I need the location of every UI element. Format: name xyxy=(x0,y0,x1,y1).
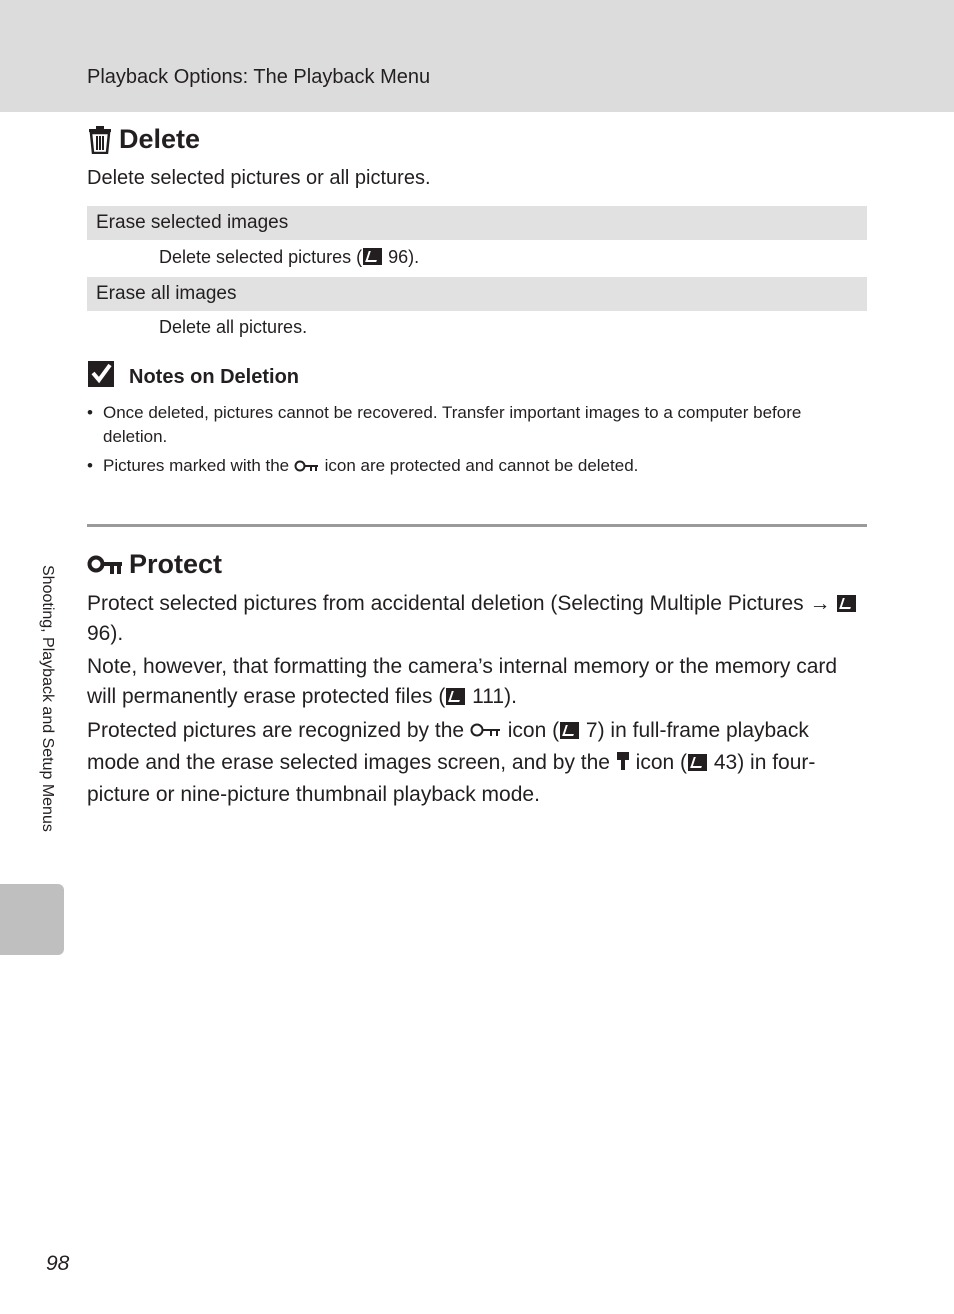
para-text: Protect selected pictures from accidental deletion (Selecting Multiple Pictures → xyxy=(87,592,837,615)
option-erase-all: Erase all images xyxy=(87,277,867,311)
check-mark-icon xyxy=(87,360,117,394)
ref-page xyxy=(383,247,408,267)
protect-paragraph-1 xyxy=(87,589,867,649)
page-reference-icon xyxy=(363,248,382,265)
option-erase-all-desc: Delete all pictures. xyxy=(159,317,308,337)
ref-page-number: 96 xyxy=(388,247,409,267)
protect-key-icon xyxy=(470,718,502,748)
note-text: Once deleted, pictures cannot be recovered. Transfer important images to a computer before deletion. xyxy=(103,403,802,446)
ref-page-number: 111 xyxy=(472,685,505,708)
page-reference-icon xyxy=(560,722,579,739)
header-band xyxy=(0,0,954,112)
note-bullet xyxy=(87,401,847,449)
chapter-tab xyxy=(0,884,64,955)
page-number: 98 xyxy=(46,1252,70,1275)
page-reference-icon xyxy=(446,688,465,705)
ref-page-number: 7 xyxy=(585,719,598,742)
note-text-part: Pictures marked with the xyxy=(103,456,294,475)
bullet-dot: • xyxy=(87,456,93,475)
chapter-side-label: Shooting, Playback and Setup Menus xyxy=(39,565,56,832)
para-text: ). xyxy=(110,622,124,645)
notes-heading xyxy=(87,360,299,394)
bullet-dot: • xyxy=(87,403,93,422)
desc-text: Delete selected pictures ( xyxy=(159,247,363,267)
option-erase-selected: Erase selected images xyxy=(87,206,867,240)
para-text: icon ( xyxy=(501,719,560,742)
protect-key-icon xyxy=(294,456,320,480)
para-text: Note, however, that formatting the camera’s internal memory or the memory card will permanently erase protected files ( xyxy=(87,655,838,708)
protect-paragraph-2 xyxy=(87,652,867,712)
protect-heading xyxy=(87,549,222,580)
delete-intro: Delete selected pictures or all pictures. xyxy=(87,167,431,189)
trash-can-icon xyxy=(87,126,113,154)
page-header-title: Playback Options: The Playback Menu xyxy=(87,66,431,88)
protect-title: Protect xyxy=(129,549,223,579)
key-icon xyxy=(87,553,123,577)
delete-title: Delete xyxy=(119,124,201,154)
para-text: Protected pictures are recognized by the xyxy=(87,719,470,742)
section-divider xyxy=(87,524,867,527)
thumbnail-protect-icon xyxy=(616,750,630,780)
ref-page-number: 96 xyxy=(87,622,111,645)
page-reference-icon xyxy=(837,595,856,612)
note-text xyxy=(103,454,843,480)
para-text: ) in full-frame playback mode and the erase selected images screen, and by the xyxy=(87,719,809,774)
para-text: ) in four-picture or nine-picture thumbnail playback mode. xyxy=(87,751,816,806)
para-text: icon ( xyxy=(629,751,688,774)
note-text-part: icon are protected and cannot be deleted. xyxy=(319,456,639,475)
para-text: ). xyxy=(504,685,517,708)
notes-title: Notes on Deletion xyxy=(129,365,300,388)
page-reference-icon xyxy=(688,754,707,771)
note-bullet xyxy=(87,454,847,478)
protect-paragraph-3 xyxy=(87,716,867,810)
ref-page-number: 43 xyxy=(713,751,738,774)
desc-text: ). xyxy=(408,247,420,267)
delete-heading xyxy=(87,124,200,155)
option-erase-selected-desc xyxy=(159,247,419,268)
